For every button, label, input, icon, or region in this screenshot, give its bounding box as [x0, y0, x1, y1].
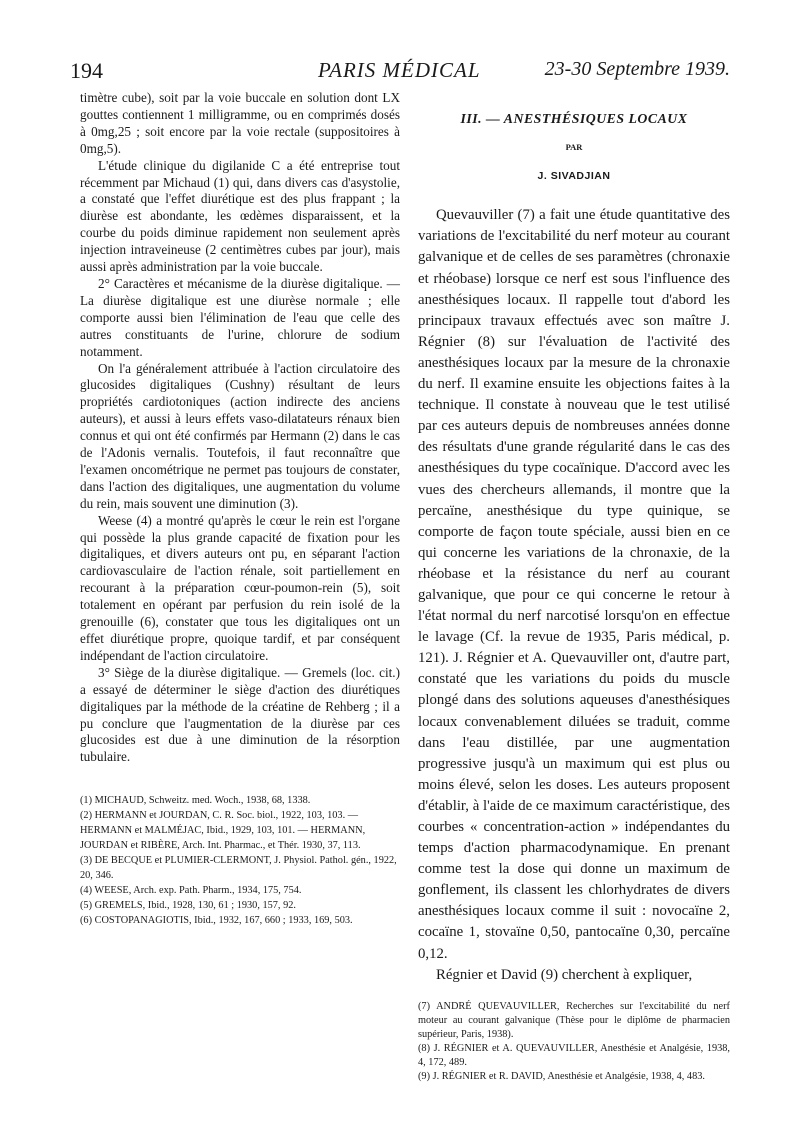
paragraph: Régnier et David (9) cherchent à expliquer,: [436, 966, 693, 983]
paragraph: Weese (4) a montré qu'après le cœur le rein est l'organe qui possède la plus grande capacité de fixation pour les digitaliques, et divers auteurs ont pu, en séparant l'action cardiovasculaire de l'action rénale, soit partiellement en recourant à la préparation cœur-poumon-rein (5), soit totalement en opérant par perfusion du rein isolé de la grenouille (6), constater que tous les digitaliques ont un effet diurétique propre, quoique tardif, et par conséquent indépendant de l'action circulatoire.: [80, 512, 400, 663]
footnote: (8) J. RÉGNIER et A. QUEVAUVILLER, Anesthésie et Analgésie, 1938, 4, 172, 489.: [418, 1042, 730, 1068]
paragraph: timètre cube), soit par la voie buccale en solution dont LX gouttes contiennent 1 milligramme, ou en comprimés dosés à 0mg,25 ; soit encore par la voie rectale (suppositoires à 0mg,5).: [80, 90, 400, 156]
footnote: (9) J. RÉGNIER et R. DAVID, Anesthésie et Analgésie, 1938, 4, 483.: [418, 1070, 705, 1082]
footnote: (1) MICHAUD, Schweitz. med. Woch., 1938, 68, 1338.: [80, 795, 311, 807]
author-name: J. SIVADJIAN: [537, 170, 611, 183]
page-number: 194: [70, 58, 103, 83]
footnotes-right: [418, 1000, 730, 1084]
paragraph: L'étude clinique du digilanide C a été entreprise tout récemment par Michaud (1) qui, dans divers cas d'asystolie, a constaté que l'effet diurétique est des plus frappant ; la diurèse est abondante, les œdèmes disparaissent, et la courbe du poids diminue rapidement non seulement après injection intraveineuse (2 centimètres cubes par jour), mais aussi après administration par la voie buccale.: [80, 157, 400, 275]
footnote: (3) DE BECQUE et PLUMIER-CLERMONT, J. Physiol. Pathol. gén., 1922, 20, 346.: [80, 854, 397, 881]
paragraph: 3° Siège de la diurèse digitalique. — Gremels (loc. cit.) a essayé de déterminer le siège d'action des diurétiques digitaliques par la méthode de la créatine de Rehberg ; il a pu conclure que l'augmentation de la diurèse par ces glucosides est due à une diminution de la résorption tubulaire.: [80, 664, 400, 765]
paragraph: On l'a généralement attribuée à l'action circulatoire des glucosides digitaliques (Cushny) résultant de leurs propriétés cardiotoniques (action indirecte des anciens auteurs), et aussi à leurs effets vaso-dilatateurs rénaux bien connus et qui ont été confirmés par Hermann (2) dans le cas de l'Adonis vernalis. Toutefois, il faut reconnaître que l'examen oncométrique ne permet pas toujours de constater, dans l'action des digitaliques, une augmentation du volume du rein, mais souvent une diminution (3).: [80, 360, 400, 511]
par-label: PAR: [565, 142, 583, 153]
footnote: (2) HERMANN et JOURDAN, C. R. Soc. biol., 1922, 103, 103. — HERMANN et MALMÉJAC, Ibid., 1929, 103, 101. — HERMANN, JOURDAN et RIBÈRE, Arch. Int. Pharmac., et Thér. 1930, 37, 113.: [80, 810, 366, 851]
left-column: [80, 90, 400, 928]
issue-date: 23-30 Septembre 1939.: [544, 58, 730, 80]
section-title: III. — ANESTHÉSIQUES LOCAUX: [460, 111, 688, 126]
footnote: (6) COSTOPANAGIOTIS, Ibid., 1932, 167, 660 ; 1933, 169, 503.: [80, 914, 353, 926]
footnote: (7) ANDRÉ QUEVAUVILLER, Recherches sur l'excitabilité du nerf moteur au courant galvanique (Thèse pour le diplôme de pharmacien supérieur, Paris, 1938).: [418, 1000, 730, 1040]
paragraph: 2° Caractères et mécanisme de la diurèse digitalique. — La diurèse digitalique est une diurèse normale ; elle comporte aussi bien l'élimination de l'eau que celle des autres constituants de l'urine, chlorure de sodium notamment.: [80, 275, 400, 359]
footnote: (5) GREMELS, Ibid., 1928, 130, 61 ; 1930, 157, 92.: [80, 899, 296, 911]
right-column: [418, 90, 730, 1084]
journal-title: PARIS MÉDICAL: [318, 58, 481, 82]
footnotes-left: [80, 794, 400, 928]
page-header: [70, 58, 730, 88]
footnote: (4) WEESE, Arch. exp. Path. Pharm., 1934, 175, 754.: [80, 884, 302, 896]
paragraph: Quevauviller (7) a fait une étude quantitative des variations de l'excitabilité du nerf moteur au courant galvanique et de celles de ses paramètres (chronaxie et rhéobase) lorsque ce nerf est sous l'influence des anesthésiques locaux. Il rappelle tout d'abord les principaux travaux effectués avec son maître J. Régnier (8) sur l'évaluation de l'activité des anesthésiques locaux par la mesure de la chronaxie du nerf. Il examine ensuite les objections faites à la technique. Il constate à nouveau que le test utilisé par ces auteurs depuis de nombreuses années donne des résultats d'une grande régularité dans le cas des anesthésiques du type cocaïnique. D'accord avec les vues des chercheurs allemands, il montre que la percaïne, anesthésique du type quinique, se comporte de façon toute spéciale, aussi bien en ce qui concerne les variations de la chronaxie, de la rhéobase et la résistance du nerf au courant galvanique, que pour ce qui concerne le retour à l'état normal du nerf narcotisé lorsqu'on en effectue le lavage (Cf. la revue de 1935, Paris médical, p. 121). J. Régnier et A. Quevauviller ont, d'autre part, constaté que les variations du poids du muscle plongé dans des solutions aqueuses d'anesthésiques locaux convenablement diluées se traduit, comme dans l'eau distillée, par une augmentation progressive jusqu'à un maximum qui est plus ou moins élevé, selon les doses. Les auteurs proposent d'établir, à l'aide de ce maximum caractéristique, des courbes « concentration-action » indépendantes du temps d'action pharmacodynamique. En prenant comme test la dose qui donne un maximum de gonflement, ils classent les chlorhydrates de divers anesthésiques locaux comme il suit : novocaïne 2, cocaïne 1, stovaïne 0,50, pantocaïne 0,30, percaïne 0,12.: [418, 207, 730, 962]
